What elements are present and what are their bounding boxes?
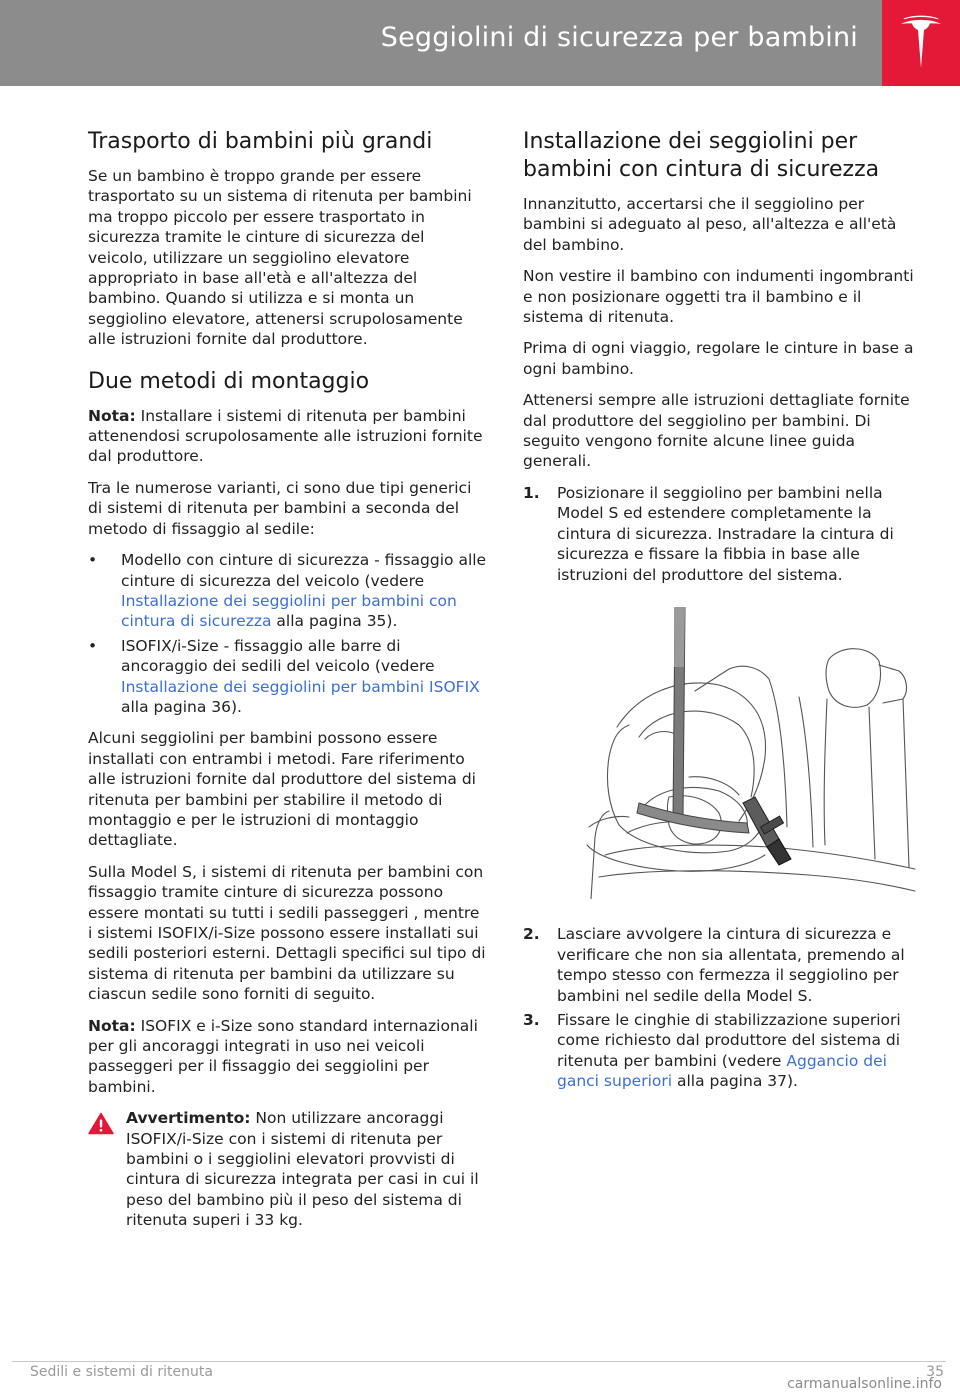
bullet-symbol: •: [88, 551, 98, 570]
step-item: [523, 1010, 923, 1092]
step-text: Fissare le cinghie di stabilizzazione superiori come richiesto dal produttore del sistema di ritenuta per bambini (vedere: [557, 1010, 901, 1070]
note-install: [88, 406, 488, 467]
note-label: Nota:: [88, 1016, 136, 1035]
step-tail: alla pagina 37).: [672, 1072, 798, 1091]
right-column: [523, 128, 923, 1096]
step-number: 3.: [523, 1010, 540, 1029]
left-column: [88, 128, 488, 1231]
bullet-tail: alla pagina 35).: [271, 612, 398, 631]
page-header: [0, 0, 960, 86]
step-item: [523, 483, 923, 585]
warning-text: Non utilizzare ancoraggi ISOFIX/i-Size con i sistemi di ritenuta per bambini o i seggiolini elevatori provvisti di cintura di sicurezza integrata per casi in cui il peso del bambino più il peso del sistema di ritenuta superi i 33 kg.: [126, 1109, 479, 1230]
warning-triangle-icon: [88, 1112, 114, 1135]
child-seat-illustration: [579, 607, 919, 899]
link-isofix-install[interactable]: Installazione dei seggiolini per bambini ISOFIX: [121, 677, 480, 696]
bullet-tail: alla pagina 36).: [121, 697, 242, 716]
step-text: Lasciare avvolgere la cintura di sicurezza e verificare che non sia allentata, premendo al tempo stesso con fermezza il seggiolino per bambini nel sedile della Model S.: [557, 925, 905, 1005]
note-text: ISOFIX e i-Size sono standard internazionali per gli ancoraggi integrati in uso nei veicoli passeggeri per il fissaggio dei seggiolini per bambini.: [88, 1016, 478, 1096]
note-isofix: [88, 1016, 488, 1098]
paragraph-model-s: Sulla Model S, i sistemi di ritenuta per bambini con fissaggio tramite cinture di sicurezza possono essere montati su tutti i sedili passeggeri , mentre i sistemi ISOFIX/i-Size possono essere installati sui sedili posteriori esterni. Dettagli specifici sul tipo di sistema di ritenuta per bambini da utilizzare su ciascun sedile sono forniti di seguito.: [88, 862, 486, 1004]
bullet-symbol: •: [88, 636, 98, 655]
footer-section-title: Sedili e sistemi di ritenuta: [30, 1364, 213, 1380]
paragraph-guidelines: Attenersi sempre alle istruzioni dettagliate fornite dal produttore del seggiolino per bambini. Di seguito vengono fornite alcune linee guida generali.: [523, 391, 910, 471]
buckle-icon: [743, 797, 791, 865]
bullet-text: ISOFIX/i-Size - fissaggio alle barre di ancoraggio dei sedili del veicolo (vedere: [121, 636, 435, 676]
paragraph-types: Tra le numerose varianti, ci sono due tipi generici di sistemi di ritenuta per bambini a seconda del metodo di fissaggio al sedile:: [88, 478, 472, 538]
step-number: 1.: [523, 483, 540, 502]
note-text: Installare i sistemi di ritenuta per bambini attenendosi scrupolosamente alle istruzioni fornite dal produttore.: [88, 406, 483, 466]
section-heading-older-children: Trasporto di bambini più grandi: [88, 129, 433, 154]
warning-label: Avvertimento:: [126, 1109, 251, 1128]
step-item: [523, 924, 923, 1006]
link-top-tether[interactable]: Aggancio dei ganci superiori: [557, 1051, 887, 1091]
tesla-logo-icon: [898, 15, 944, 71]
step-number: 2.: [523, 925, 540, 944]
page-number: 35: [926, 1364, 944, 1380]
watermark-text: carmanualsonline.info: [787, 1376, 942, 1392]
header-title: Seggiolini di sicurezza per bambini: [380, 22, 858, 53]
paragraph-both-methods: Alcuni seggiolini per bambini possono essere installati con entrambi i metodi. Fare riferimento alle istruzioni fornite dal produttore del sistema di ritenuta per bambini per stabilire il metodo di montaggio e per le istruzioni di montaggio dettagliate.: [88, 729, 476, 850]
paragraph-clothing: Non vestire il bambino con indumenti ingombranti e non posizionare oggetti tra il bambino e il sistema di ritenuta.: [523, 267, 914, 327]
bullet-list: [88, 550, 488, 717]
note-label: Nota:: [88, 406, 136, 425]
paragraph-booster: Se un bambino è troppo grande per essere trasportato su un sistema di ritenuta per bambini ma troppo piccolo per essere trasportato in sicurezza tramite le cinture di sicurezza del veicolo, utilizzare un seggiolino elevatore appropriato in base all'età e all'altezza del bambino. Quando si utilizza e si monta un seggiolino elevatore, attenersi scrupolosamente alle istruzioni fornite dal produttore.: [88, 167, 472, 349]
warning-block: [88, 1108, 488, 1230]
step-text: Posizionare il seggiolino per bambini nella Model S ed estendere completamente la cintura di sicurezza. Instradare la cintura di sicurezza e fissare la fibbia in base alle istruzioni del produttore del sistema.: [557, 483, 894, 584]
footer-divider: [12, 1361, 946, 1362]
paragraph-suitability: Innanzitutto, accertarsi che il seggiolino per bambini si adeguato al peso, all'altezza e all'età del bambino.: [523, 195, 897, 254]
paragraph-adjust: Prima di ogni viaggio, regolare le cinture in base a ogni bambino.: [523, 339, 914, 378]
list-item: [88, 550, 488, 632]
steps-list-continued: [523, 924, 923, 1091]
list-item: [88, 636, 488, 718]
section-heading-two-methods: Due metodi di montaggio: [88, 368, 370, 394]
steps-list: [523, 483, 923, 585]
bullet-text: Modello con cinture di sicurezza - fissaggio alle cinture di sicurezza del veicolo (vedere: [121, 551, 487, 590]
link-seatbelt-install[interactable]: Installazione dei seggiolini per bambini con cintura di sicurezza: [121, 591, 457, 631]
section-heading-seatbelt-install: Installazione dei seggiolini per bambini con cintura di sicurezza: [523, 129, 880, 182]
brand-logo: [882, 0, 960, 86]
